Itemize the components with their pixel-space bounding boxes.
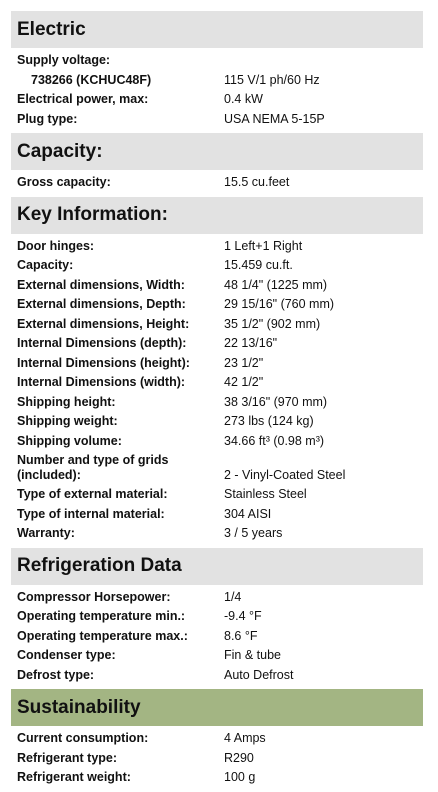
spec-label: Operating temperature min.: [17, 609, 186, 623]
section-rows-key-information [11, 234, 423, 548]
spec-label: Internal Dimensions (height): [17, 355, 190, 370]
spec-label: Warranty: [17, 526, 75, 540]
section-title-electric: Electric [11, 11, 423, 48]
spec-label: Type of external material: [17, 487, 168, 501]
spec-row [11, 627, 423, 647]
spec-row [11, 607, 423, 627]
spec-value: 2 - Vinyl-Coated Steel [224, 468, 346, 482]
spec-label: External dimensions, Depth: [17, 297, 186, 311]
section-rows-electric [11, 48, 423, 133]
spec-label: Supply voltage: [17, 53, 111, 67]
section-title-refrigeration-data: Refrigeration Data [11, 548, 423, 585]
spec-label: Shipping height: [17, 394, 116, 409]
spec-label: Internal Dimensions (width): [17, 375, 186, 389]
spec-value: 22 13/16" [224, 336, 278, 350]
spec-label: Internal Dimensions (depth): [17, 336, 187, 350]
spec-row [11, 90, 423, 110]
section-refrigeration-data [11, 548, 423, 690]
spec-sheet [11, 11, 423, 792]
spec-value: USA NEMA 5-15P [224, 111, 325, 126]
spec-row [11, 256, 423, 276]
spec-row [11, 51, 423, 71]
spec-value: 35 1/2" (902 mm) [224, 316, 321, 331]
spec-label: Shipping volume: [17, 433, 122, 448]
spec-label: Door hinges: [17, 238, 95, 253]
spec-row [11, 432, 423, 452]
spec-row [11, 451, 423, 485]
spec-row [11, 485, 423, 505]
spec-label: 738266 (KCHUC48F) [31, 72, 152, 87]
spec-value: 1/4 [224, 589, 242, 604]
spec-label: Plug type: [17, 111, 78, 126]
spec-value: 3 / 5 years [224, 526, 283, 540]
spec-value: 48 1/4" (1225 mm) [224, 277, 328, 292]
spec-value: Auto Defrost [224, 667, 294, 682]
section-key-information [11, 197, 423, 548]
spec-label: Defrost type: [17, 667, 95, 682]
spec-row [11, 173, 423, 193]
section-sustainability [11, 689, 423, 792]
spec-value: 15.5 cu.feet [224, 175, 290, 189]
section-title-sustainability: Sustainability [11, 689, 423, 726]
spec-value: 100 g [224, 770, 256, 784]
spec-label: Condenser type: [17, 648, 116, 662]
spec-value: 29 15/16" (760 mm) [224, 297, 335, 311]
spec-row [11, 334, 423, 354]
spec-label: Shipping weight: [17, 414, 118, 428]
spec-value: 0.4 kW [224, 92, 263, 106]
section-title-key-information: Key Information: [11, 197, 423, 234]
section-rows-capacity [11, 170, 423, 197]
section-rows-refrigeration-data [11, 585, 423, 690]
section-electric [11, 11, 423, 133]
spec-row [11, 393, 423, 413]
spec-value: 34.66 ft³ (0.98 m³) [224, 433, 325, 448]
spec-label: Type of internal material: [17, 506, 165, 521]
spec-label: External dimensions, Width: [17, 277, 185, 292]
spec-row [11, 524, 423, 544]
spec-value: 38 3/16" (970 mm) [224, 394, 328, 409]
spec-label: Number and type of grids (included): [17, 453, 169, 482]
spec-value: 42 1/2" [224, 375, 264, 389]
spec-label: External dimensions, Height: [17, 316, 190, 331]
section-title-capacity: Capacity: [11, 133, 423, 170]
spec-label: Electrical power, max: [17, 92, 149, 106]
spec-row [11, 729, 423, 749]
spec-row [11, 276, 423, 296]
spec-value: 304 AISI [224, 506, 272, 521]
spec-row [11, 646, 423, 666]
spec-row [11, 237, 423, 257]
spec-row [11, 315, 423, 335]
spec-row [11, 749, 423, 769]
spec-row [11, 588, 423, 608]
section-rows-sustainability [11, 726, 423, 792]
spec-value: R290 [224, 750, 254, 765]
spec-row [11, 71, 423, 91]
spec-row [11, 768, 423, 788]
spec-label: Capacity: [17, 258, 74, 272]
spec-row [11, 295, 423, 315]
spec-label: Current consumption: [17, 731, 149, 745]
spec-value: 15.459 cu.ft. [224, 258, 293, 272]
spec-label: Refrigerant weight: [17, 770, 131, 784]
spec-row [11, 354, 423, 374]
spec-value: 8.6 °F [224, 628, 258, 643]
spec-value: 273 lbs (124 kg) [224, 414, 314, 428]
spec-row [11, 666, 423, 686]
spec-value: 4 Amps [224, 731, 266, 745]
spec-label: Refrigerant type: [17, 750, 118, 765]
spec-value: 23 1/2" [224, 355, 264, 370]
spec-row [11, 373, 423, 393]
spec-value: -9.4 °F [224, 609, 262, 623]
spec-value: Fin & tube [224, 648, 281, 662]
spec-label: Operating temperature max.: [17, 628, 188, 643]
section-capacity [11, 133, 423, 197]
spec-label: Compressor Horsepower: [17, 589, 171, 604]
spec-row [11, 505, 423, 525]
spec-row [11, 110, 423, 130]
spec-value: 1 Left+1 Right [224, 238, 303, 253]
spec-value: 115 V/1 ph/60 Hz [224, 72, 320, 87]
spec-row [11, 412, 423, 432]
spec-label: Gross capacity: [17, 175, 111, 189]
spec-value: Stainless Steel [224, 487, 307, 501]
